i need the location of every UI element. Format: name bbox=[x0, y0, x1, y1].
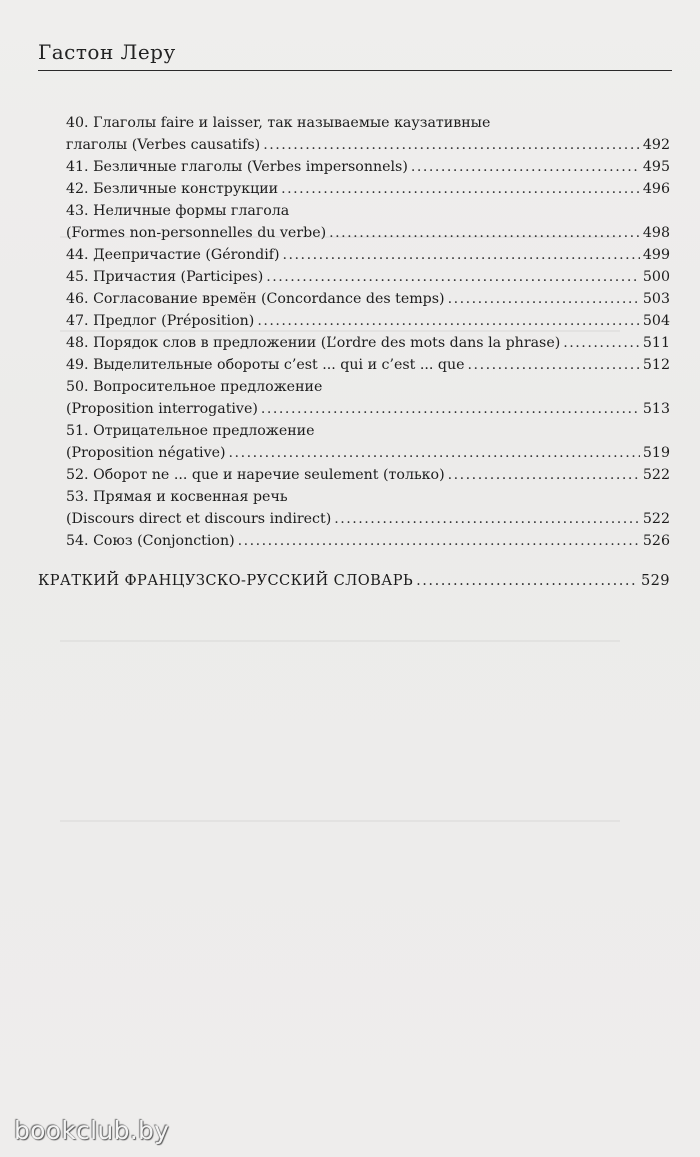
toc-entry-title: 45. Причастия (Participes) bbox=[66, 269, 264, 285]
toc-entry-title: 40. Глаголы faire и laisser, так называемые каузативные bbox=[66, 115, 491, 131]
toc-entry bbox=[66, 398, 670, 420]
toc-entry bbox=[66, 178, 670, 200]
toc-entry-page: 512 bbox=[642, 357, 670, 373]
toc-entry-title: 54. Союз (Conjonction) bbox=[66, 533, 235, 549]
toc-entry-page: 492 bbox=[642, 137, 670, 153]
show-through-mark bbox=[60, 640, 620, 642]
toc-entry-title: 50. Вопросительное предложение bbox=[66, 379, 323, 395]
toc-entry bbox=[66, 354, 670, 376]
toc-entry-title: 51. Отрицательное предложение bbox=[66, 423, 315, 439]
dot-leader bbox=[416, 572, 638, 589]
dot-leader bbox=[261, 398, 640, 420]
toc-entry-title: 49. Выделительные обороты c’est ... qui и c’est ... que bbox=[66, 357, 465, 373]
toc-entry-page: 500 bbox=[642, 269, 670, 285]
dot-leader bbox=[281, 178, 640, 200]
dot-leader bbox=[283, 244, 640, 266]
toc-entry bbox=[66, 156, 670, 178]
toc-entry bbox=[66, 464, 670, 486]
toc-entry bbox=[66, 310, 670, 332]
toc-entry bbox=[66, 332, 670, 354]
toc-entry bbox=[66, 508, 670, 530]
header-rule bbox=[38, 70, 672, 71]
section-page: 529 bbox=[640, 572, 670, 589]
toc-entry-page: 503 bbox=[642, 291, 670, 307]
toc-section-heading bbox=[38, 572, 670, 594]
dot-leader bbox=[329, 222, 640, 244]
dot-leader bbox=[563, 332, 640, 354]
dot-leader bbox=[468, 354, 640, 376]
show-through-mark bbox=[60, 820, 620, 822]
dot-leader bbox=[334, 508, 640, 530]
toc-entry-page: 495 bbox=[642, 159, 670, 175]
dot-leader bbox=[411, 156, 640, 178]
section-title: КРАТКИЙ ФРАНЦУЗСКО-РУССКИЙ СЛОВАРЬ bbox=[38, 572, 414, 589]
toc-entry bbox=[66, 134, 670, 156]
toc-entry-title: (Discours direct et discours indirect) bbox=[66, 511, 332, 527]
toc-entry-title: 41. Безличные глаголы (Verbes impersonnels) bbox=[66, 159, 408, 175]
toc-entry-title: 42. Безличные конструкции bbox=[66, 181, 279, 197]
toc-entry-title: глаголы (Verbes causatifs) bbox=[66, 137, 261, 153]
site-watermark: bookclub.by bbox=[14, 1116, 170, 1145]
dot-leader bbox=[266, 266, 640, 288]
toc-entry-title: (Formes non-personnelles du verbe) bbox=[66, 225, 327, 241]
toc-entry-page: 496 bbox=[642, 181, 670, 197]
toc-entry-page: 522 bbox=[642, 511, 670, 527]
toc-entry bbox=[66, 244, 670, 266]
toc-entry-title: (Proposition négative) bbox=[66, 445, 226, 461]
toc-entry bbox=[66, 376, 670, 398]
toc-entry bbox=[66, 530, 670, 552]
toc-entry bbox=[66, 222, 670, 244]
table-of-contents bbox=[66, 112, 670, 552]
dot-leader bbox=[238, 530, 640, 552]
toc-entry-page: 526 bbox=[642, 533, 670, 549]
toc-entry-title: 53. Прямая и косвенная речь bbox=[66, 489, 288, 505]
toc-entry-page: 513 bbox=[642, 401, 670, 417]
toc-entry-title: 48. Порядок слов в предложении (L’ordre des mots dans la phrase) bbox=[66, 335, 561, 351]
dot-leader bbox=[448, 464, 640, 486]
toc-entry-page: 498 bbox=[642, 225, 670, 241]
toc-entry-title: 43. Неличные формы глагола bbox=[66, 203, 290, 219]
toc-entry-page: 519 bbox=[642, 445, 670, 461]
toc-entry-page: 504 bbox=[642, 313, 670, 329]
toc-entry bbox=[66, 112, 670, 134]
toc-entry-title: 46. Согласование времён (Concordance des temps) bbox=[66, 291, 445, 307]
toc-entry bbox=[66, 486, 670, 508]
toc-entry-title: 52. Оборот ne ... que и наречие seulement (только) bbox=[66, 467, 445, 483]
toc-entry-page: 511 bbox=[642, 335, 670, 351]
toc-entry-page: 522 bbox=[642, 467, 670, 483]
toc-entry bbox=[66, 442, 670, 464]
dot-leader bbox=[263, 134, 640, 156]
toc-entry bbox=[66, 200, 670, 222]
toc-entry-title: 44. Деепричастие (Gérondif) bbox=[66, 247, 280, 263]
toc-entry-title: 47. Предлог (Préposition) bbox=[66, 313, 255, 329]
toc-entry bbox=[66, 420, 670, 442]
running-header: Гастон Леру bbox=[38, 40, 176, 64]
toc-entry-title: (Proposition interrogative) bbox=[66, 401, 258, 417]
dot-leader bbox=[229, 442, 640, 464]
toc-entry bbox=[66, 266, 670, 288]
toc-entry-page: 499 bbox=[642, 247, 670, 263]
dot-leader bbox=[448, 288, 640, 310]
dot-leader bbox=[257, 310, 640, 332]
toc-entry bbox=[66, 288, 670, 310]
